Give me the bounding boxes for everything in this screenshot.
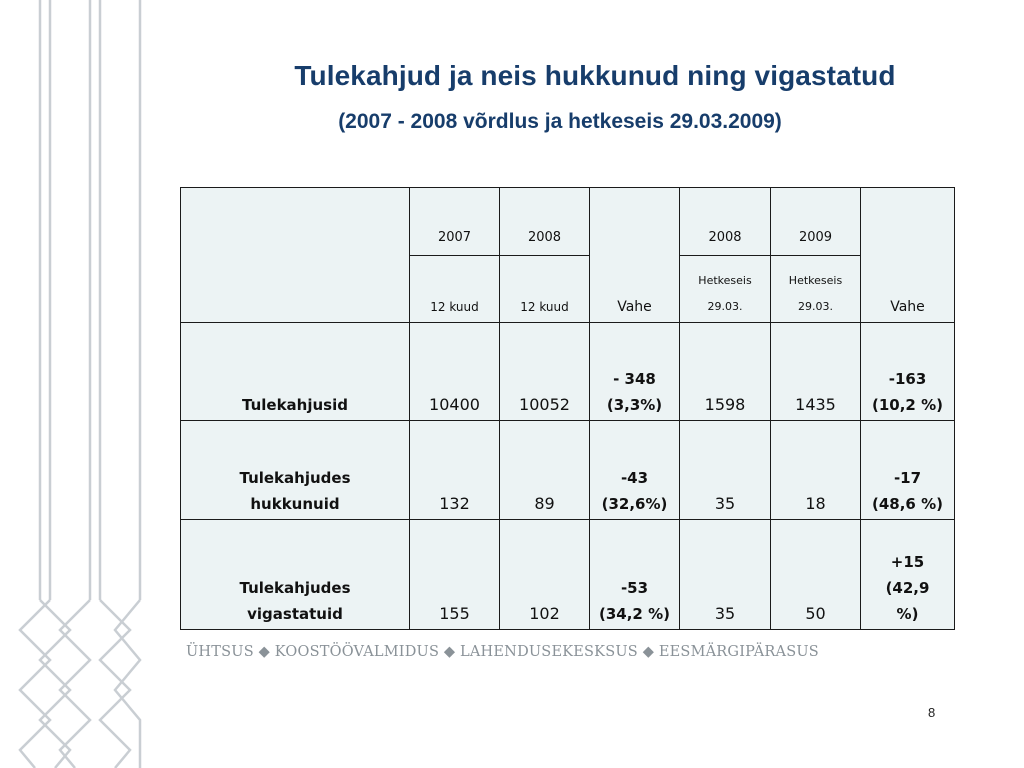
value-2008: 102 (500, 520, 590, 630)
header-current-2008-sub: Hetkeseis 29.03. (680, 256, 771, 323)
row-label: Tulekahjusid (181, 323, 410, 421)
header-current-2009: 2009 (771, 188, 861, 256)
value-2008: 10052 (500, 323, 590, 421)
diff-1: -43 (32,6%) (590, 421, 680, 520)
table-row (181, 421, 955, 520)
page-number: 8 (928, 705, 936, 720)
header-current-2008: 2008 (680, 188, 771, 256)
header-2007: 2007 (410, 188, 500, 256)
value-2007: 155 (410, 520, 500, 630)
current-2009: 18 (771, 421, 861, 520)
diff-2: +15 (42,9 %) (861, 520, 955, 630)
current-2008: 1598 (680, 323, 771, 421)
decorative-ribbon (0, 0, 160, 768)
value-2007: 10400 (410, 323, 500, 421)
diff-1: - 348 (3,3%) (590, 323, 680, 421)
header-period-2008: 12 kuud (500, 256, 590, 323)
value-2007: 132 (410, 421, 500, 520)
header-period-2007: 12 kuud (410, 256, 500, 323)
table-row (181, 323, 955, 421)
slide-title: Tulekahjud ja neis hukkunud ning vigastatud (294, 60, 896, 91)
header-diff-2: Vahe (861, 188, 955, 323)
current-2009: 1435 (771, 323, 861, 421)
slide-subtitle: (2007 - 2008 võrdlus ja hetkeseis 29.03.2009) (338, 110, 782, 133)
value-2008: 89 (500, 421, 590, 520)
current-2009: 50 (771, 520, 861, 630)
diff-1: -53 (34,2 %) (590, 520, 680, 630)
corner-cell (181, 188, 410, 323)
diff-2: -163 (10,2 %) (861, 323, 955, 421)
footer-motto: ÜHTSUS ◆ KOOSTÖÖVALMIDUS ◆ LAHENDUSEKESKSUS ◆ EESMÄRGIPÄRASUS (186, 644, 819, 660)
current-2008: 35 (680, 520, 771, 630)
header-current-2009-sub: Hetkeseis 29.03. (771, 256, 861, 323)
table-row (181, 520, 955, 630)
row-label: Tulekahjudes hukkunuid (181, 421, 410, 520)
header-2008: 2008 (500, 188, 590, 256)
row-label: Tulekahjudes vigastatuid (181, 520, 410, 630)
header-diff-1: Vahe (590, 188, 680, 323)
fire-statistics-table (180, 187, 955, 630)
diff-2: -17 (48,6 %) (861, 421, 955, 520)
current-2008: 35 (680, 421, 771, 520)
